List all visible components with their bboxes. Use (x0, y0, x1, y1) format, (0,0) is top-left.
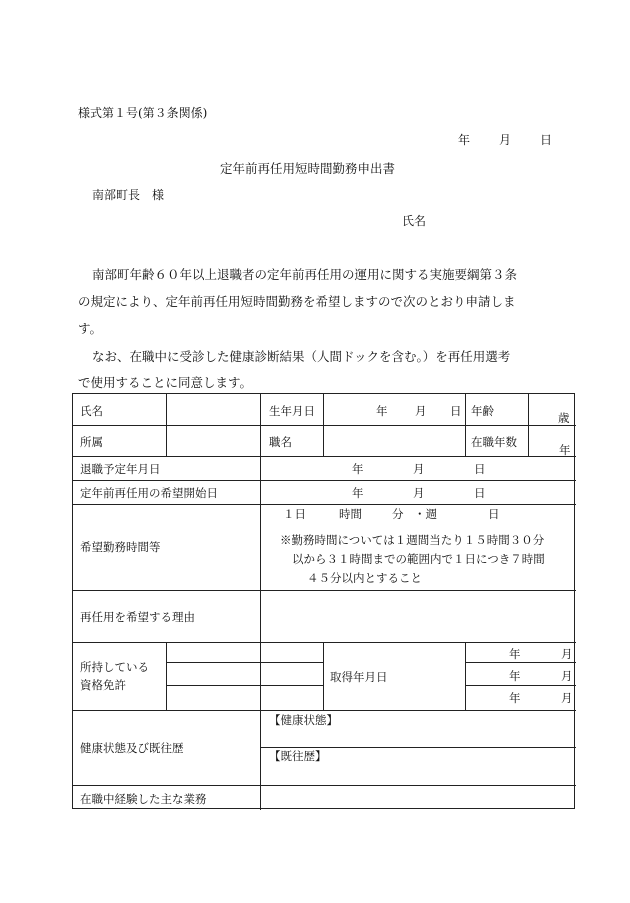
start-year-unit: 年 (352, 486, 364, 500)
document-title: 定年前再任用短時間勤務申出書 (220, 161, 396, 176)
label-birth-date: 生年月日 (269, 404, 315, 418)
label-reason: 再任用を希望する理由 (80, 610, 195, 624)
label-licenses-line-2: 資格免許 (80, 678, 126, 692)
label-name: 氏名 (80, 404, 103, 418)
birth-day-unit: 日 (450, 404, 462, 418)
paragraph-1-line-2: の規定により、定年前再任用短時間勤務を希望しますので次のとおり申請しま (78, 294, 516, 309)
date-year-label: 年 (458, 133, 471, 147)
paragraph-2-line-2: で使用することに同意します。 (78, 375, 253, 390)
label-age: 年齢 (471, 404, 494, 418)
age-unit: 歳 (558, 411, 570, 425)
start-day-unit: 日 (474, 486, 486, 500)
days-unit: 日 (488, 507, 500, 521)
paragraph-1-line-3: す。 (78, 321, 103, 336)
hours-note-line-2: 以から３１時間までの範囲内で１日につき７時間 (292, 552, 545, 566)
paragraph-2-line-1: なお、在職中に受診した健康診断結果（人間ドックを含む。）を再任用選考 (92, 349, 511, 364)
license-3-year-unit: 年 (509, 691, 521, 705)
retire-day-unit: 日 (474, 462, 486, 476)
date-day-label: 日 (540, 133, 553, 147)
application-form-table (72, 393, 575, 809)
license-1-year-unit: 年 (509, 647, 521, 661)
hours-note-line-3: ４５分以内とすること (307, 571, 422, 585)
label-health-and-history: 健康状態及び既往歴 (80, 741, 184, 755)
license-1-month-unit: 月 (561, 647, 573, 661)
label-medical-history: 【既往歴】 (269, 749, 327, 763)
addressee: 南部町長 様 (92, 188, 165, 202)
label-main-duties: 在職中経験した主な業務 (80, 792, 207, 806)
start-month-unit: 月 (413, 486, 425, 500)
form-number: 様式第１号(第３条関係) (78, 106, 208, 120)
minutes-unit: 分 (392, 507, 404, 521)
license-2-year-unit: 年 (509, 669, 521, 683)
label-licenses-line-1: 所持している (80, 660, 149, 674)
label-retirement-date: 退職予定年月日 (80, 462, 161, 476)
label-years-of-service: 在職年数 (471, 435, 517, 449)
label-department: 所属 (80, 435, 103, 449)
per-week-label: ・週 (414, 507, 437, 521)
applicant-name-label: 氏名 (402, 214, 427, 228)
birth-year-unit: 年 (376, 404, 388, 418)
label-desired-start-date: 定年前再任用の希望開始日 (80, 486, 218, 500)
hours-per-day-label: １日 (283, 507, 306, 521)
years-unit: 年 (559, 443, 571, 457)
paragraph-1-line-1: 南部町年齢６０年以上退職者の定年前再任用の運用に関する実施要綱第３条 (92, 267, 518, 282)
date-month-label: 月 (499, 133, 512, 147)
label-acquisition-date: 取得年月日 (330, 670, 388, 684)
label-position: 職名 (269, 435, 292, 449)
license-2-month-unit: 月 (561, 669, 573, 683)
license-3-month-unit: 月 (561, 691, 573, 705)
retire-year-unit: 年 (352, 462, 364, 476)
hours-note-line-1: ※勤務時間については１週間当たり１５時間３０分 (280, 533, 545, 547)
retire-month-unit: 月 (413, 462, 425, 476)
label-desired-hours: 希望勤務時間等 (80, 540, 161, 554)
hours-unit: 時間 (339, 507, 362, 521)
birth-month-unit: 月 (415, 404, 427, 418)
label-health-condition: 【健康状態】 (269, 713, 338, 727)
